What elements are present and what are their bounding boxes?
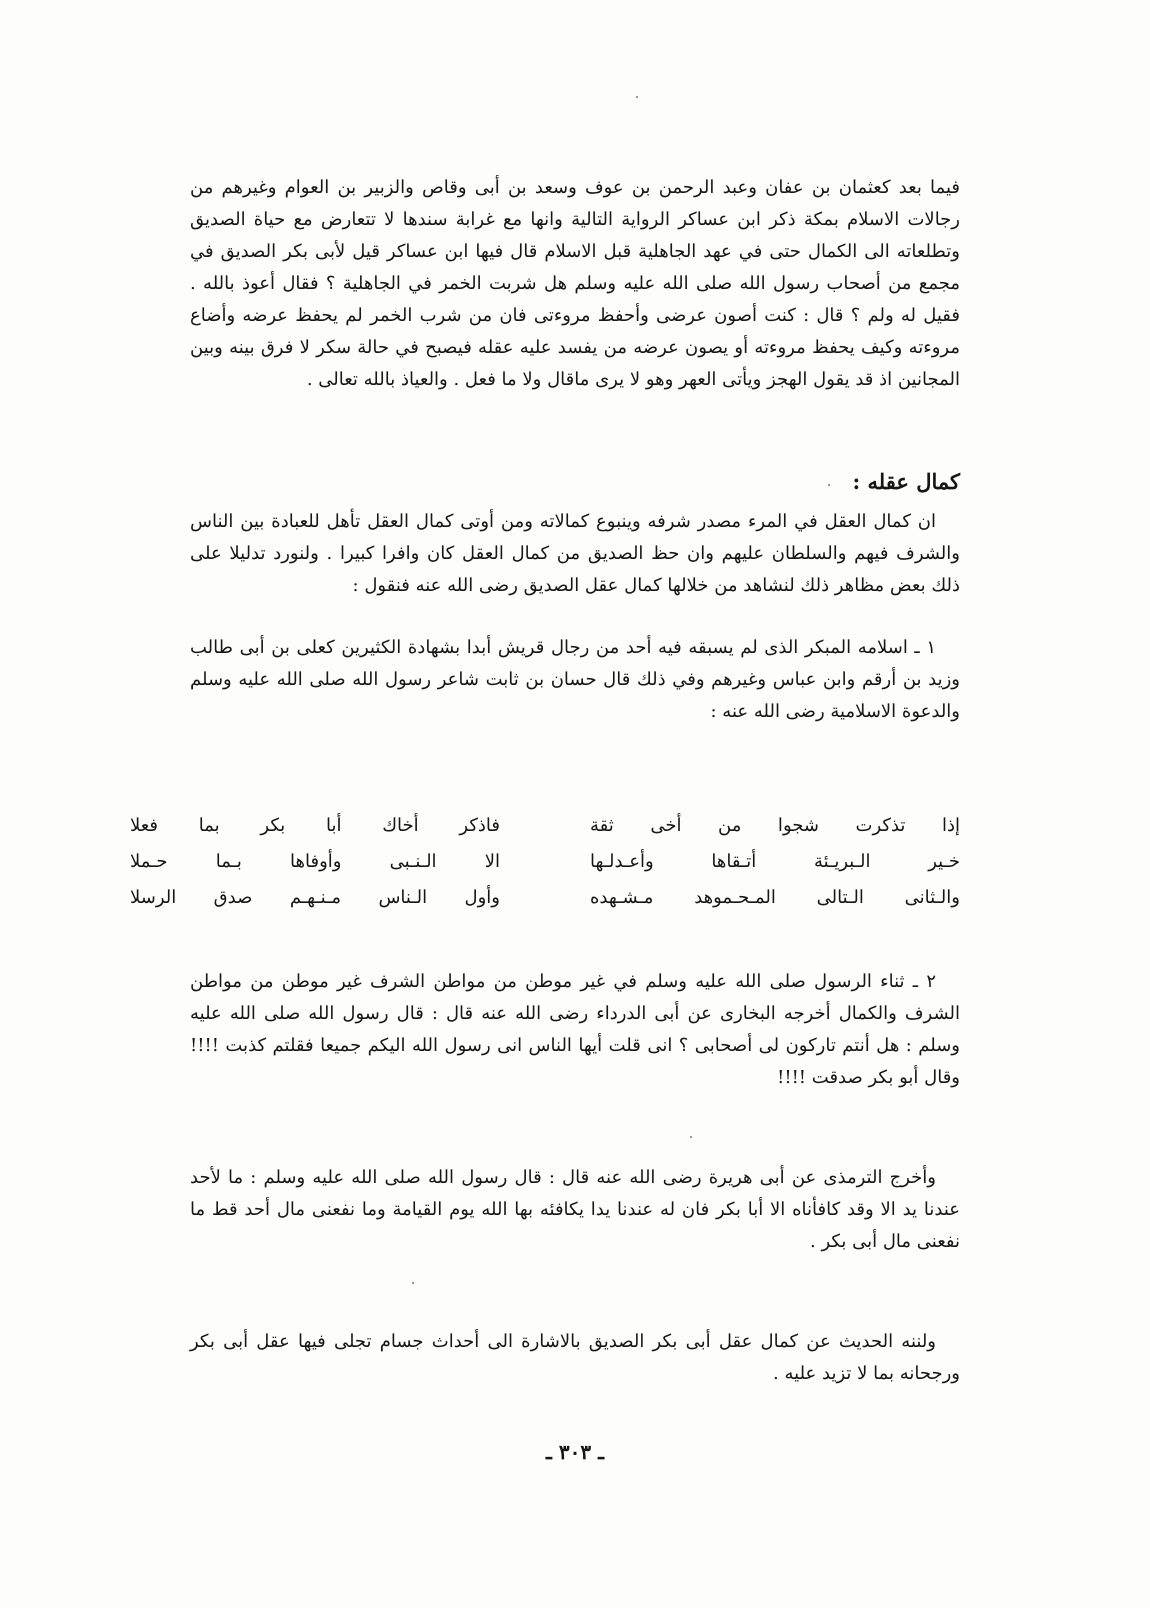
paragraph-intro: فيما بعد كعثمان بن عفان وعبد الرحمن بن عوف وسعد بن أبى وقاص والزبير بن العوام وغيرهم من رجالات الاسلام بمكة ذكر ابن عساكر الرواية التالية وانها مع غرابة سندها لا تتعارض مع حياة الصديق وتطلعاته الى الكمال حتى في عهد الجاهلية قبل الاسلام قال فيها ابن عساكر قيل لأبى بكر الصديق في مجمع من أصحاب رسول الله صلى الله عليه وسلم هل شربت الخمر في الجاهلية ؟ فقال أعوذ بالله . فقيل له ولم ؟ قال : كنت أصون عرضى وأحفظ مروءتى فان من شرب الخمر لم يحفظ عرضه وأضاع مروءته وكيف يحفظ مروءته أو يصون عرضه من يفسد عليه عقله فيصبح في حالة سكر لا فرق بينه وبين المجانين اذ قد يقول الهجز ويأتى العهر وهو لا يرى ماقال ولا ما فعل . والعياذ بالله تعالى . xyxy=(190,177,960,390)
paragraph-point-1: ١ ـ اسلامه المبكر الذى لم يسبقه فيه أحد من رجال قريش أبدا بشهادة الكثيرين كعلى بن أبى طالب وزيد بن أرقم وابن عباس وغيرهم وفي ذلك قال حسان بن ثابت شاعر رسول الله صلى الله عليه وسلم والدعوة الاسلامية رضى الله عنه : xyxy=(190,637,960,722)
verse-first-hemistich: إذا تذكرت شجوا من أخى ثقة xyxy=(590,815,960,836)
section-heading: كمال عقله : xyxy=(852,469,960,494)
verse-second-hemistich: فاذكر أخاك أبا بكر بما فعلا xyxy=(130,815,500,836)
paragraph-conclusion: ولننه الحديث عن كمال عقل أبى بكر الصديق بالاشارة الى أحداث جسام تجلى فيها عقل أبى بكر ورجحانه بما لا تزيد عليه . xyxy=(190,1331,960,1384)
poem-verse-2 xyxy=(130,844,960,880)
poem-verse-1 xyxy=(130,808,960,844)
poem-verse-3 xyxy=(130,880,960,916)
verse-first-hemistich: والـثانى الـتالى المـحـموهد مـشـهده xyxy=(590,887,960,908)
paragraph-tirmidhi: وأخرج الترمذى عن أبى هريرة رضى الله عنه قال : قال رسول الله صلى الله عليه وسلم : ما لأحد عندنا يد الا وقد كافأناه الا أبا بكر فان له عندنا يدا يكافئه بها الله يوم القيامة وما نفعنى مال أحد قط ما نفعنى مال أبى بكر . xyxy=(190,1167,960,1252)
verse-second-hemistich: وأول الـناس مـنـهـم صدق الرسلا xyxy=(130,887,500,908)
scan-speck xyxy=(636,96,638,98)
page-number: ـ ٣٠٣ ـ xyxy=(546,1440,604,1464)
verse-first-hemistich: خـير الـبريـئة أتـقاها وأعـدلـها xyxy=(590,851,960,872)
paragraph-point-2: ٢ ـ ثناء الرسول صلى الله عليه وسلم في غير موطن من مواطن الشرف غير موطن من مواطن الشرف والكمال أخرجه البخارى عن أبى الدرداء رضى الله عنه قال : قال رسول الله صلى الله عليه وسلم : هل أنتم تاركون لى أصحابى ؟ انى قلت أيها الناس انى رسول الله اليكم جميعا فقلتم كذبت !!!! وقال أبو بكر صدقت !!!! xyxy=(190,971,960,1088)
scan-speck xyxy=(828,484,830,486)
paragraph-reason: ان كمال العقل في المرء مصدر شرفه وينبوع كمالاته ومن أوتى كمال العقل تأهل للعبادة بين الناس والشرف فيهم والسلطان عليهم وان حظ الصديق من كمال العقل كان وافرا كبيرا . ولنورد تدليلا على ذلك بعض مظاهر ذلك لنشاهد من خلالها كمال عقل الصديق رضى الله عنه فنقول : xyxy=(190,511,960,596)
poem xyxy=(130,808,960,916)
scan-speck xyxy=(690,1136,692,1138)
scan-speck xyxy=(412,1282,414,1284)
verse-second-hemistich: الا الـنـبى وأوفاها بـما حـملا xyxy=(130,851,500,872)
